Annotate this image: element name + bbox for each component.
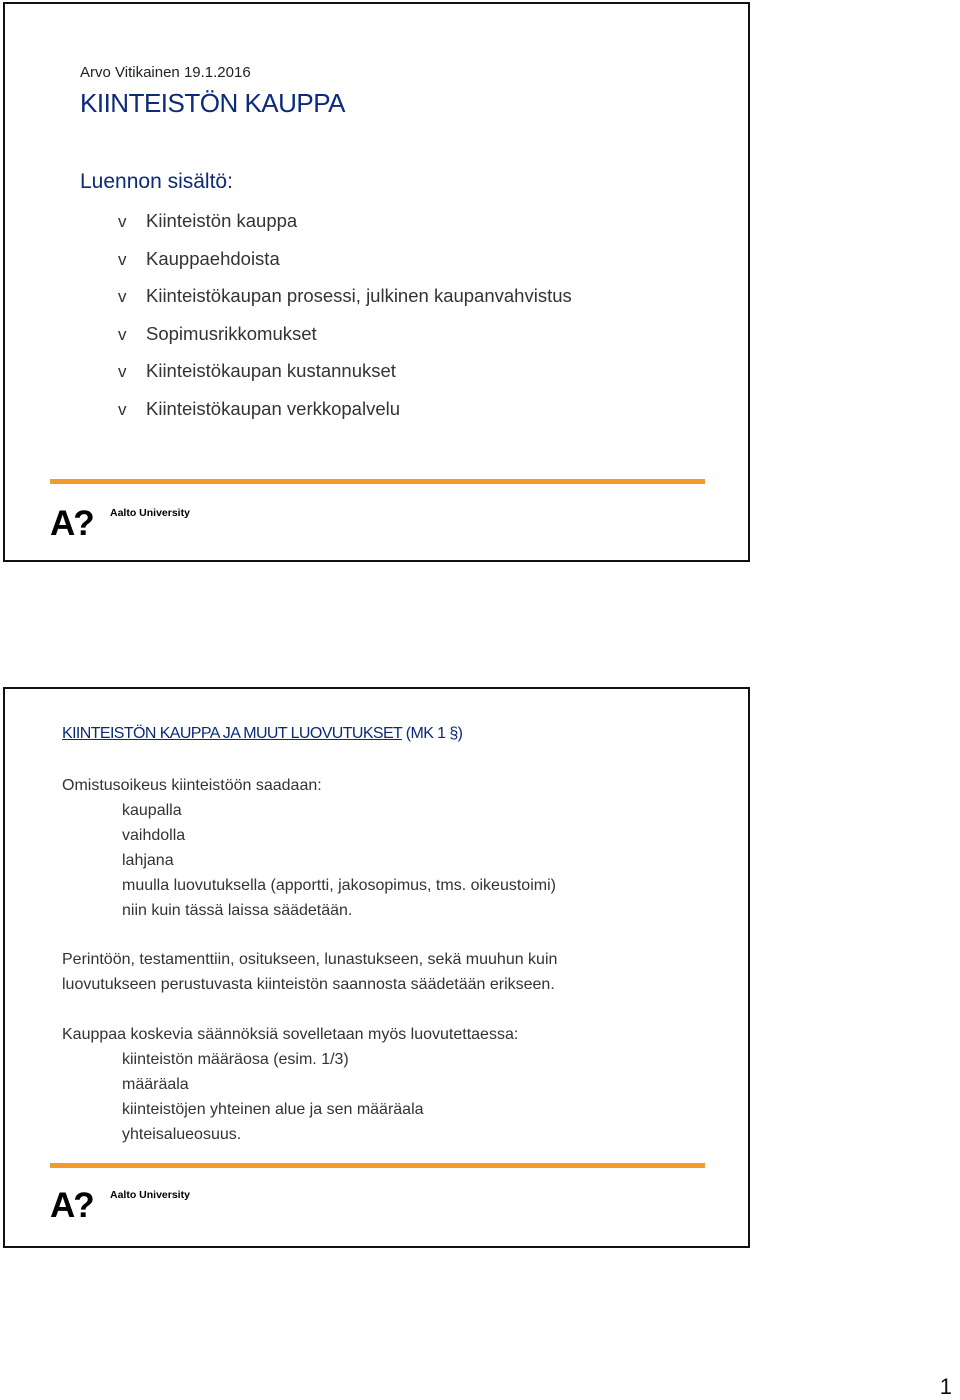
slide-1	[3, 2, 750, 562]
list-item: kaupalla	[122, 802, 182, 819]
slide-2	[3, 687, 750, 1248]
list-item-text: Kiinteistökaupan prosessi, julkinen kaupanvahvistus	[146, 285, 572, 307]
contents-list	[118, 210, 572, 436]
accent-divider	[50, 1163, 705, 1168]
list-item	[118, 248, 572, 286]
page-number: 1	[939, 1374, 952, 1399]
inheritance-paragraph	[62, 947, 557, 997]
list-item: kiinteistöjen yhteinen alue ja sen määräala	[122, 1101, 424, 1118]
list-item-text: Kiinteistökaupan verkkopalvelu	[146, 397, 401, 419]
list-item	[118, 360, 572, 398]
slide-subtitle: Luennon sisältö:	[80, 170, 233, 193]
applicability-paragraph	[62, 1022, 518, 1147]
list-item	[118, 210, 572, 248]
section-heading-reference: (MK 1 §)	[401, 725, 463, 742]
bullet-icon: v	[118, 362, 127, 382]
section-heading	[62, 725, 462, 743]
ownership-paragraph	[62, 773, 556, 923]
aalto-logo-text: Aalto University	[110, 1189, 190, 1201]
bullet-icon: v	[118, 399, 127, 419]
aalto-logo	[50, 504, 200, 544]
list-item: vaihdolla	[122, 827, 186, 844]
aalto-logo-icon: A?	[50, 504, 93, 543]
bullet-icon: v	[118, 287, 127, 307]
aalto-logo-text: Aalto University	[110, 507, 190, 519]
list-item-text: Sopimusrikkomukset	[146, 322, 317, 344]
author-date: Arvo Vitikainen 19.1.2016	[80, 64, 251, 81]
aalto-logo-icon: A?	[50, 1186, 93, 1225]
list-item: lahjana	[122, 852, 174, 869]
list-item: määräala	[122, 1076, 189, 1093]
list-item: kiinteistön määräosa (esim. 1/3)	[122, 1051, 349, 1068]
paragraph-line: luovutukseen perustuvasta kiinteistön saannosta säädetään erikseen.	[62, 976, 555, 993]
list-item: muulla luovutuksella (apportti, jakosopimus, tms. oikeustoimi)	[122, 877, 556, 894]
list-item	[118, 285, 572, 323]
bullet-icon: v	[118, 324, 127, 344]
paragraph-line: Perintöön, testamenttiin, ositukseen, lunastukseen, sekä muuhun kuin	[62, 951, 558, 968]
slide-title: KIINTEISTÖN KAUPPA	[80, 88, 346, 118]
list-item: yhteisalueosuus.	[122, 1126, 242, 1143]
bullet-icon: v	[118, 212, 127, 231]
paragraph-intro: Omistusoikeus kiinteistöön saadaan:	[62, 777, 322, 794]
list-item: niin kuin tässä laissa säädetään.	[122, 902, 353, 919]
list-item	[118, 323, 572, 361]
aalto-logo	[50, 1186, 200, 1226]
list-item-text: Kauppaehdoista	[146, 247, 280, 269]
list-item-text: Kiinteistökaupan kustannukset	[146, 360, 396, 382]
paragraph-intro: Kauppaa koskevia säännöksiä sovelletaan myös luovutettaessa:	[62, 1026, 519, 1043]
section-heading-underlined: KIINTEISTÖN KAUPPA JA MUUT LUOVUTUKSET	[62, 725, 402, 742]
bullet-icon: v	[118, 249, 127, 269]
list-item	[118, 398, 572, 436]
accent-divider	[50, 479, 705, 484]
list-item-text: Kiinteistön kauppa	[146, 210, 298, 231]
